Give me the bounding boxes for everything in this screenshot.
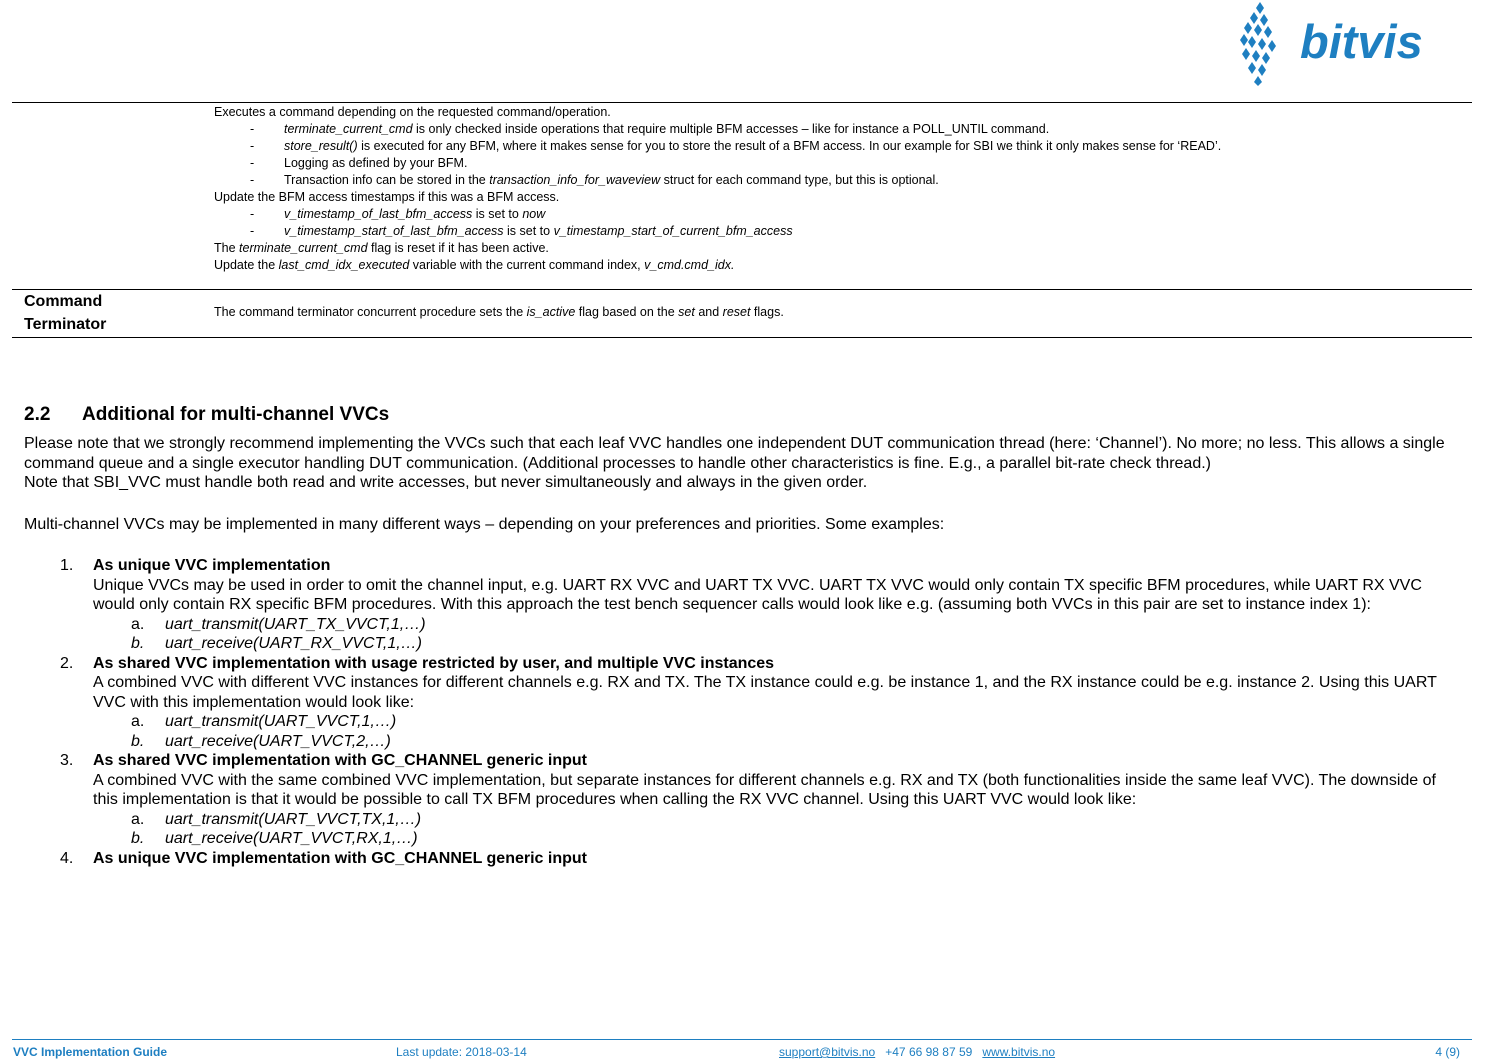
- footer-contact: [779, 1045, 1055, 1059]
- section-title: Additional for multi-channel VVCs: [82, 404, 390, 425]
- footer-website-link[interactable]: www.bitvis.no: [982, 1045, 1056, 1059]
- table-middle-rule: [12, 289, 1472, 290]
- executor-bullet-item: [214, 121, 1464, 138]
- code-example: [24, 634, 1454, 654]
- list-item-number: 4.: [60, 849, 74, 867]
- code-example: [24, 615, 1454, 635]
- command-terminator-description: [214, 305, 784, 319]
- section-body: [24, 434, 1454, 868]
- italic-identifier: terminate_current_cmd: [239, 241, 368, 255]
- list-item: [24, 849, 1454, 869]
- code-example: [24, 732, 1454, 752]
- list-item-description: A combined VVC with different VVC instances for different channels e.g. RX and TX. The TX instance could e.g. be instance 1, and the RX instance could be e.g. instance 2. Using this UART VVC with this implementation would look like:: [93, 674, 1437, 711]
- text-run: is executed for any BFM, where it makes sense for you to store the result of a BFM access. In our example for SBI we think it only makes sense for ‘READ’.: [357, 139, 1222, 153]
- executor-bullet-item: [214, 206, 1464, 223]
- text-run: Transaction info can be stored in the: [284, 173, 490, 187]
- italic-identifier: v_timestamp_start_of_current_bfm_access: [553, 224, 793, 238]
- italic-identifier: transaction_info_for_waveview: [489, 173, 661, 187]
- dash-bullet: -: [250, 156, 255, 170]
- code-example-call: uart_receive(UART_RX_VVCT,1,…): [165, 635, 422, 652]
- list-item-number: 2.: [60, 654, 74, 672]
- dash-bullet: -: [250, 224, 255, 238]
- text-run: Logging as defined by your BFM.: [284, 156, 468, 170]
- paragraph-recommendation: Please note that we strongly recommend implementing the VVCs such that each leaf VVC handles one independent DUT communication thread (here: ‘Channel’). No more; no less. This allows a single command queue and a single executor handling DUT communication. (Additional processes to handle other characteristics is fine. E.g., a parallel bit-rate check thread.): [24, 435, 1445, 472]
- executor-line: [214, 189, 1464, 206]
- executor-bullet-item: [214, 155, 1464, 172]
- code-example-call: uart_transmit(UART_TX_VVCT,1,…): [165, 615, 426, 633]
- list-item-description: Unique VVCs may be used in order to omit the channel input, e.g. UART RX VVC and UART TX VVC. UART TX VVC would only contain TX specific BFM procedures, while UART RX VVC would only contain RX specific BFM procedures. With this approach the test bench sequencer calls would look like e.g. (assuming both VVCs in this pair are set to instance index 1):: [93, 576, 1422, 613]
- code-example: [24, 810, 1454, 830]
- paragraph-sbi-note: Note that SBI_VVC must handle both read and write accesses, but never simultaneously and always in the given order.: [24, 474, 868, 491]
- dash-bullet: -: [250, 173, 255, 187]
- text-run: The: [214, 241, 240, 255]
- text-run: is set to: [503, 224, 554, 238]
- text-run: is set to: [472, 207, 523, 221]
- italic-identifier: v_cmd.cmd_idx.: [644, 258, 735, 272]
- table-bottom-rule: [12, 337, 1472, 338]
- command-terminator-label: Command Terminator: [24, 293, 107, 333]
- section-heading: [24, 404, 389, 426]
- list-item-number: 3.: [60, 752, 74, 769]
- text-run: is only checked inside operations that require multiple BFM accesses – like for instance a POLL_UNTIL command.: [412, 122, 1050, 136]
- code-example-letter: b.: [131, 830, 145, 847]
- footer-last-update: Last update: 2018-03-14: [396, 1045, 527, 1059]
- text-run: flag is reset if it has been active.: [367, 241, 549, 255]
- table-top-rule: [12, 102, 1472, 103]
- list-item-description: A combined VVC with the same combined VVC implementation, but separate instances for different channels e.g. RX and TX (both functionalities inside the same leaf VVC). The downside of this implementation is that it would be possible to call TX BFM procedures when calling the RX VVC channel. Using this UART VVC would look like:: [93, 771, 1436, 808]
- code-example-letter: b.: [131, 635, 145, 652]
- text-run: The command terminator concurrent procedure sets the: [214, 305, 527, 319]
- text-run: flags.: [750, 305, 784, 319]
- list-item-title: As unique VVC implementation: [93, 557, 331, 574]
- list-item: [24, 751, 1454, 849]
- paragraph-examples-intro: Multi-channel VVCs may be implemented in many different ways – depending on your preferences and priorities. Some examples:: [24, 515, 945, 533]
- code-example-letter: a.: [131, 810, 145, 828]
- list-item-title: As shared VVC implementation with GC_CHANNEL generic input: [93, 752, 587, 769]
- list-item-title: As shared VVC implementation with usage restricted by user, and multiple VVC instances: [93, 654, 775, 672]
- list-item-title: As unique VVC implementation with GC_CHANNEL generic input: [93, 849, 587, 867]
- implementation-list: [24, 556, 1454, 868]
- executor-bullet-item: [214, 172, 1464, 189]
- list-item: [24, 556, 1454, 654]
- code-example: [24, 829, 1454, 849]
- footer-phone: +47 66 98 87 59: [885, 1045, 973, 1059]
- logo-diamond-mark: [1240, 2, 1276, 86]
- code-example-letter: b.: [131, 732, 145, 750]
- footer-email-link[interactable]: support@bitvis.no: [779, 1045, 876, 1059]
- code-example-call: uart_receive(UART_VVCT,RX,1,…): [165, 830, 418, 847]
- section-number: 2.2: [24, 404, 51, 425]
- list-item: [24, 654, 1454, 752]
- italic-identifier: v_timestamp_start_of_last_bfm_access: [284, 224, 504, 238]
- italic-identifier: set: [678, 305, 695, 319]
- text-run: variable with the current command index,: [409, 258, 645, 272]
- italic-identifier: store_result(): [284, 139, 358, 153]
- footer-document-title: VVC Implementation Guide: [13, 1045, 168, 1059]
- dash-bullet: -: [250, 122, 255, 136]
- text-run: flag based on the: [575, 305, 679, 319]
- text-run: and: [694, 305, 723, 319]
- italic-identifier: last_cmd_idx_executed: [278, 258, 410, 272]
- code-example-letter: a.: [131, 615, 145, 633]
- executor-line: [214, 104, 1464, 121]
- italic-identifier: is_active: [526, 305, 576, 319]
- footer-page-number: 4 (9): [1435, 1045, 1460, 1059]
- list-item-number: 1.: [60, 557, 74, 574]
- text-run: Executes a command depending on the requested command/operation.: [214, 105, 611, 119]
- code-example-call: uart_receive(UART_VVCT,2,…): [165, 732, 391, 750]
- italic-identifier: v_timestamp_of_last_bfm_access: [284, 207, 473, 221]
- executor-bullet-item: [214, 223, 1464, 240]
- code-example-call: uart_transmit(UART_VVCT,1,…): [165, 713, 397, 730]
- text-run: Update the BFM access timestamps if this was a BFM access.: [214, 190, 560, 204]
- dash-bullet: -: [250, 139, 255, 153]
- text-run: Update the: [214, 258, 279, 272]
- italic-identifier: now: [522, 207, 546, 221]
- code-example: [24, 712, 1454, 732]
- executor-line: [214, 240, 1464, 257]
- italic-identifier: reset: [722, 305, 751, 319]
- code-example-call: uart_transmit(UART_VVCT,TX,1,…): [165, 810, 422, 828]
- logo-text: bitvis: [1300, 15, 1423, 68]
- text-run: struct for each command type, but this is optional.: [660, 173, 939, 187]
- executor-bullet-item: [214, 138, 1464, 155]
- executor-description: [214, 104, 1464, 274]
- executor-line: [214, 257, 1464, 274]
- dash-bullet: -: [250, 207, 255, 221]
- italic-identifier: terminate_current_cmd: [284, 122, 413, 136]
- footer-rule: [12, 1039, 1472, 1040]
- code-example-letter: a.: [131, 713, 145, 730]
